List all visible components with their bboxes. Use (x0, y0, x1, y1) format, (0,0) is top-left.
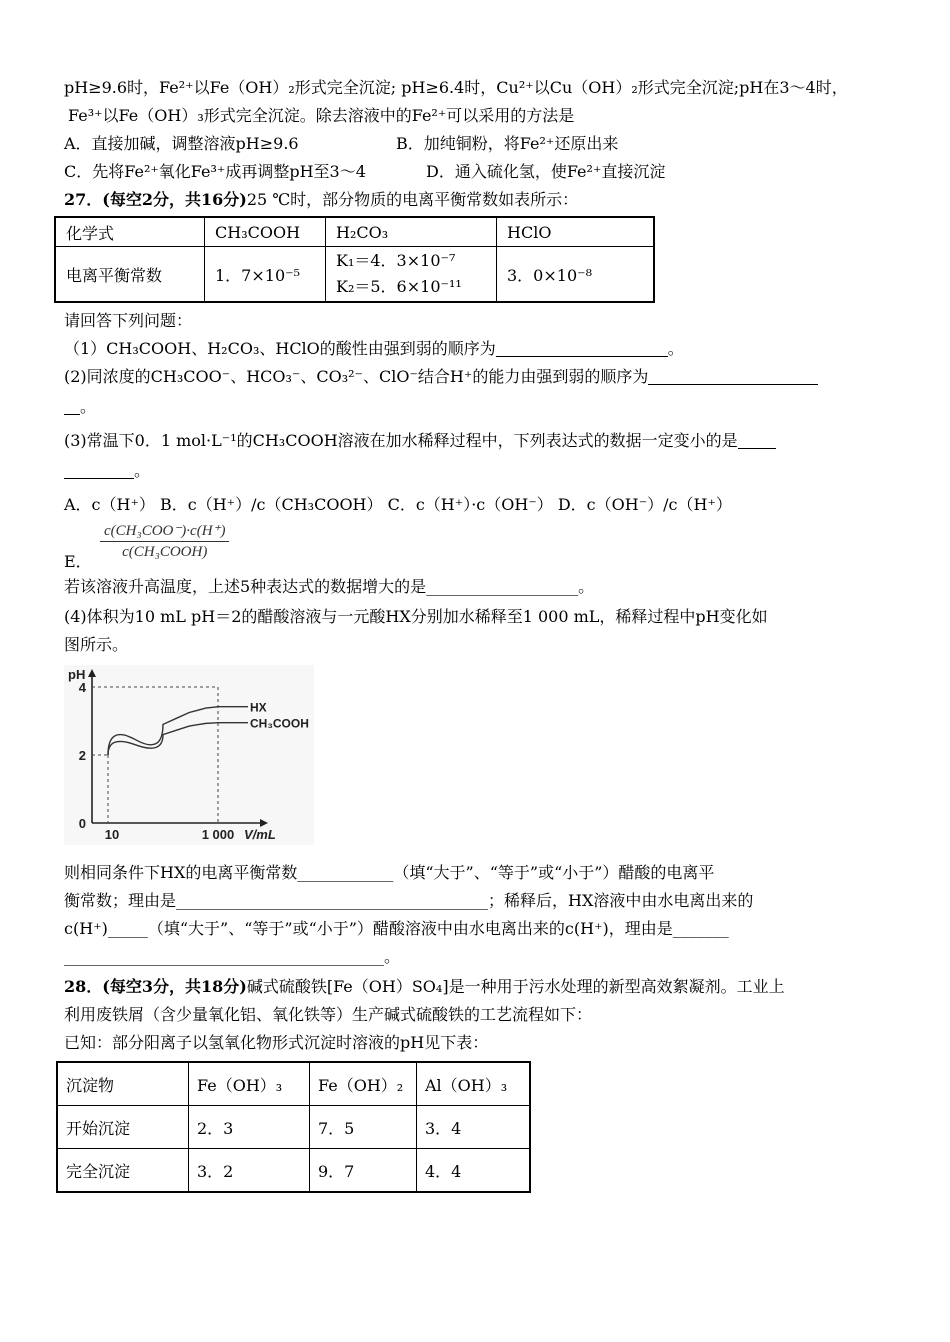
q28-intro2: 利用废铁屑（含少量氧化铝、氧化铁等）生产碱式硫酸铁的工艺流程如下： (64, 1005, 593, 1024)
y-axis-label: pH (68, 667, 86, 682)
q27-part4-line1: (4)体积为10 mL pH＝2的醋酸溶液与一元酸HX分别加水稀释至1 000 mL，稀释过程中pH变化如 (64, 607, 768, 626)
q27-part4-line3: 则相同条件下HX的电离平衡常数____________（填“大于”、“等于”或“小于”）醋酸的电离平 (64, 863, 715, 882)
table-header-cell: Fe（OH）₃ (189, 1062, 310, 1106)
q26-option-a: A．直接加碱，调整溶液pH≥9.6 (64, 134, 299, 153)
q26-option-b: B．加纯铜粉，将Fe²⁺还原出来 (396, 134, 619, 153)
table-row-label: 电离平衡常数 (55, 247, 205, 303)
q27-prompt: 请回答下列问题： (64, 311, 193, 330)
q27-part3-options: A．c（H⁺） B．c（H⁺）/c（CH₃COOH） C．c（H⁺）·c（OH⁻） D．c（OH⁻）/c（H⁺） (64, 495, 732, 514)
table-row (57, 1106, 530, 1149)
answer-blank[interactable] (64, 460, 134, 479)
table-row (57, 1149, 530, 1193)
table-header-cell: H₂CO₃ (326, 217, 497, 247)
ionization-constant-table (54, 216, 655, 303)
chart-background (64, 665, 314, 845)
table-cell: 3．4 (417, 1106, 531, 1149)
table-cell (326, 247, 497, 303)
q26-stem-line1: pH≥9.6时，Fe²⁺以Fe（OH）₂形式完全沉淀; pH≥6.4时，Cu²⁺以Cu（OH）₂形式完全沉淀;pH在3～4时， (64, 78, 848, 97)
table-cell: 4．4 (417, 1149, 531, 1193)
q27-part3 (64, 427, 889, 455)
q27-part2-end: 。 (80, 397, 97, 416)
q27-score: (每空2分，共16分) (102, 190, 247, 209)
y-tick-label: 0 (78, 816, 86, 831)
precipitation-ph-table (56, 1061, 531, 1193)
table-header-row (57, 1062, 530, 1106)
q27-part2-cont (64, 391, 889, 421)
x-tick-label: 10 (104, 827, 120, 842)
q27-part4-line6: ________________________________________。 (64, 947, 401, 966)
q27-part4-line5: c(H⁺)_____（填“大于”、“等于”或“小于”）醋酸溶液中由水电离出来的c(H⁺)，理由是_______ (64, 919, 729, 938)
q27-option-e (64, 519, 889, 573)
q27-part3-end: 。 (134, 461, 151, 480)
q27-part4-line4: 衡常数；理由是_______________________________________；稀释后，HX溶液中由水电离出来的 (64, 891, 754, 910)
option-e-fraction (100, 521, 229, 561)
q26-option-c: C．先将Fe²⁺氧化Fe³⁺成再调整pH至3～4 (64, 162, 366, 181)
table-row-label: 开始沉淀 (57, 1106, 189, 1149)
q26-stem-line2: Fe³⁺以Fe（OH）₃形式完全沉淀。除去溶液中的Fe²⁺可以采用的方法是 (68, 106, 575, 125)
option-e-label: E． (64, 552, 92, 571)
answer-blank[interactable] (64, 396, 80, 415)
q27-part1-end: 。 (667, 339, 684, 358)
q26-options-cd (64, 158, 889, 186)
q27-part3-text: (3)常温下0．1 mol·L⁻¹的CH₃COOH溶液在加水稀释过程中，下列表达式的数据一定变小的是 (64, 431, 738, 450)
document-page (64, 74, 889, 1193)
table-header-cell: 化学式 (55, 217, 205, 247)
q27-intro: 25 ℃时，部分物质的电离平衡常数如表所示： (246, 190, 579, 209)
table-row (55, 247, 654, 303)
q28-score: (每空3分，共18分) (102, 977, 247, 996)
q27-part1-text: （1）CH₃COOH、H₂CO₃、HClO的酸性由强到弱的顺序为 (64, 339, 496, 358)
q27-part2 (64, 363, 889, 391)
table-row-label: 完全沉淀 (57, 1149, 189, 1193)
y-tick-label: 2 (78, 748, 86, 763)
fraction-numerator: c(CH₃COO⁻)·c(H⁺) (100, 521, 229, 542)
q27-part3b: 若该溶液升高温度，上述5种表达式的数据增大的是___________________。 (64, 577, 595, 596)
table-cell: 2．3 (189, 1106, 310, 1149)
q27-part4-line2: 图所示。 (64, 635, 129, 654)
table-header-cell: Al（OH）₃ (417, 1062, 531, 1106)
series-label-1: CH₃COOH (250, 716, 309, 731)
answer-blank[interactable] (496, 338, 668, 357)
table-cell: 3．0×10⁻⁸ (497, 247, 655, 303)
h2co3-k2: K₂＝5．6×10⁻¹¹ (336, 277, 462, 296)
series-label-0: HX (250, 700, 267, 715)
x-tick-label: 1 000 (201, 827, 235, 842)
chart-svg (64, 665, 314, 845)
q26-option-d: D．通入硫化氢，使Fe²⁺直接沉淀 (426, 162, 666, 181)
table-cell: 3．2 (189, 1149, 310, 1193)
fraction-denominator: c(CH₃COOH) (122, 544, 208, 560)
q27-number: 27． (64, 190, 103, 209)
q27-heading (64, 186, 889, 214)
table-header-cell: Fe（OH）₂ (310, 1062, 417, 1106)
q28-known: 已知：部分阳离子以氢氧化物形式沉淀时溶液的pH见下表： (64, 1033, 489, 1052)
table-cell: 9．7 (310, 1149, 417, 1193)
q27-part2-text: (2)同浓度的CH₃COO⁻、HCO₃⁻、CO₃²⁻、ClO⁻结合H⁺的能力由强到弱的顺序为 (64, 367, 649, 386)
q26-options-ab (64, 130, 889, 158)
q28-heading (64, 973, 889, 1001)
table-header-cell: HClO (497, 217, 655, 247)
q28-intro1: 碱式硫酸铁[Fe（OH）SO₄]是一种用于污水处理的新型高效絮凝剂。工业上 (246, 977, 785, 996)
table-header-cell: 沉淀物 (57, 1062, 189, 1106)
q28-number: 28． (64, 977, 103, 996)
answer-blank[interactable] (738, 430, 776, 449)
table-cell: 7．5 (310, 1106, 417, 1149)
h2co3-k1: K₁＝4．3×10⁻⁷ (336, 251, 456, 270)
table-cell: 1．7×10⁻⁵ (205, 247, 326, 303)
q27-part1 (64, 335, 889, 363)
table-header-row (55, 217, 654, 247)
q27-part3-cont (64, 455, 889, 485)
ph-dilution-chart (64, 665, 889, 849)
answer-blank[interactable] (648, 366, 818, 385)
y-tick-label: 4 (78, 680, 86, 695)
x-axis-label: V/mL (244, 827, 276, 842)
table-header-cell: CH₃COOH (205, 217, 326, 247)
